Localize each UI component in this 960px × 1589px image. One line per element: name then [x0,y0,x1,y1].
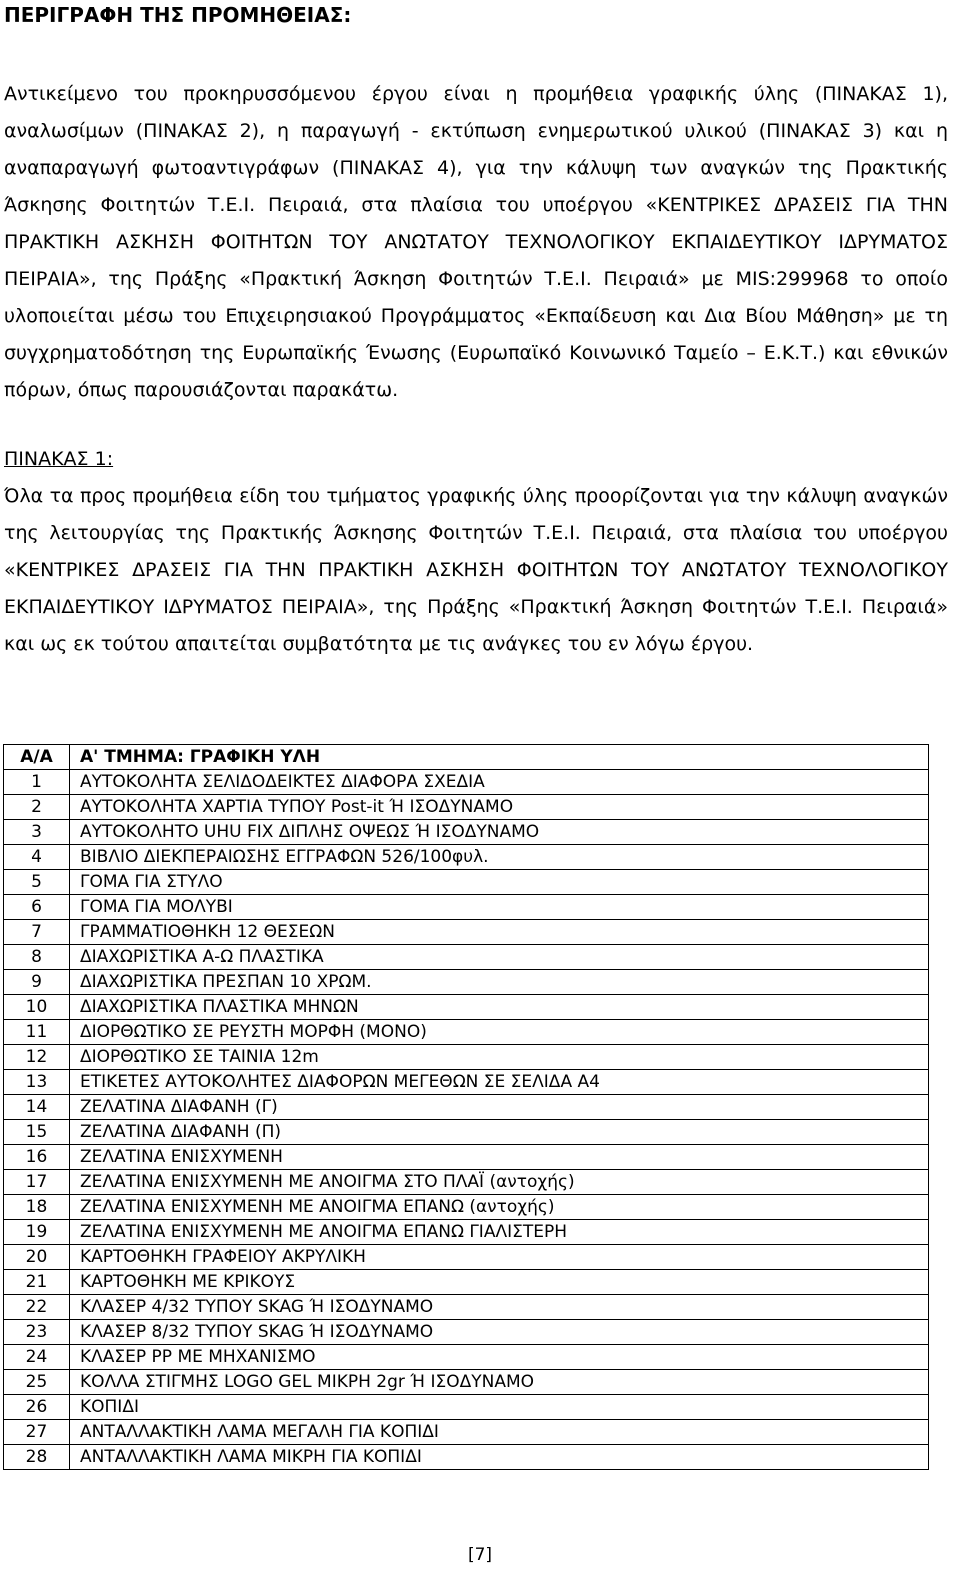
table-row [4,1045,929,1070]
table-row [4,1395,929,1420]
table-row [4,895,929,920]
item-description: ΖΕΛΑΤΙΝΑ ΔΙΑΦΑΝΗ (Π) [70,1120,929,1145]
page-heading: ΠΕΡΙΓΡΑΦΗ ΤΗΣ ΠΡΟΜΗΘΕΙΑΣ: [4,3,352,27]
item-number: 26 [4,1395,70,1420]
item-number: 7 [4,920,70,945]
table-row [4,1145,929,1170]
item-number: 5 [4,870,70,895]
item-number: 23 [4,1320,70,1345]
table1-paragraph: Όλα τα προς προμήθεια είδη του τμήματος γραφικής ύλης προορίζονται για την κάλυψη αναγκών της λειτουργίας της Πρακτικής Άσκησης Φοιτητών Τ.Ε.Ι. Πειραιά, στα πλαίσια του υποέργου «ΚΕΝΤΡΙΚΕΣ ΔΡΑΣΕΙΣ ΓΙΑ ΤΗΝ ΠΡΑΚΤΙΚΗ ΑΣΚΗΣΗ ΦΟΙΤΗΤΩΝ ΤΟΥ ΑΝΩΤΑΤΟΥ ΤΕΧΝΟΛΟΓΙΚΟΥ ΕΚΠΑΙΔΕΥΤΙΚΟΥ ΙΔΡΥΜΑΤΟΣ ΠΕΙΡΑΙΑ», της Πράξης «Πρακτική Άσκηση Φοιτητών Τ.Ε.Ι. Πειραιά» και ως εκ τούτου απαιτείται συμβατότητα με τις ανάγκες του εν λόγω έργου. [4,485,948,655]
item-description: ΓΟΜΑ ΓΙΑ ΜΟΛΥΒΙ [70,895,929,920]
item-description: ΑΥΤΟΚΟΛΗΤΟ UHU FIX ΔΙΠΛΗΣ ΟΨΕΩΣ Ή ΙΣΟΔΥΝΑΜΟ [70,820,929,845]
item-number: 15 [4,1120,70,1145]
item-number: 19 [4,1220,70,1245]
item-number: 12 [4,1045,70,1070]
table-row [4,795,929,820]
table-row [4,1320,929,1345]
table-row [4,1095,929,1120]
item-number: 1 [4,770,70,795]
item-number: 10 [4,995,70,1020]
item-number: 6 [4,895,70,920]
table-label: ΠΙΝΑΚΑΣ 1: [4,448,114,470]
item-number: 28 [4,1445,70,1470]
page-number: [7] [467,1545,493,1565]
table-row [4,1070,929,1095]
table-row [4,1345,929,1370]
item-description: ΓΟΜΑ ΓΙΑ ΣΤΥΛΟ [70,870,929,895]
item-description: ΑΝΤΑΛΛΑΚΤΙΚΗ ΛΑΜΑ ΜΕΓΑΛΗ ΓΙΑ ΚΟΠΙΔΙ [70,1420,929,1445]
item-description: ΔΙΟΡΘΩΤΙΚΟ ΣΕ ΤΑΙΝΙΑ 12m [70,1045,929,1070]
item-number: 3 [4,820,70,845]
item-description: ΕΤΙΚΕΤΕΣ ΑΥΤΟΚΟΛΗΤΕΣ ΔΙΑΦΟΡΩΝ ΜΕΓΕΘΩΝ ΣΕ ΣΕΛΙΔΑ Α4 [70,1070,929,1095]
item-description: ΑΝΤΑΛΛΑΚΤΙΚΗ ΛΑΜΑ ΜΙΚΡΗ ΓΙΑ ΚΟΠΙΔΙ [70,1445,929,1470]
item-description: ΚΟΠΙΔΙ [70,1395,929,1420]
table-row [4,970,929,995]
item-description: ΖΕΛΑΤΙΝΑ ΕΝΙΣΧΥΜΕΝΗ ΜΕ ΑΝΟΙΓΜΑ ΣΤΟ ΠΛΑΪ (αντοχής) [70,1170,929,1195]
header-section: Α' ΤΜΗΜΑ: ΓΡΑΦΙΚΗ ΥΛΗ [70,745,929,770]
items-table-body [4,770,929,1470]
table-row [4,945,929,970]
item-number: 13 [4,1070,70,1095]
item-description: ΖΕΛΑΤΙΝΑ ΕΝΙΣΧΥΜΕΝΗ [70,1145,929,1170]
table-row [4,1020,929,1045]
table-row [4,995,929,1020]
item-description: ΑΥΤΟΚΟΛΗΤΑ ΣΕΛΙΔΟΔΕΙΚΤΕΣ ΔΙΑΦΟΡΑ ΣΧΕΔΙΑ [70,770,929,795]
table-row [4,845,929,870]
item-number: 8 [4,945,70,970]
table-row [4,1195,929,1220]
items-table [3,744,929,1470]
item-number: 11 [4,1020,70,1045]
item-number: 2 [4,795,70,820]
item-description: ΓΡΑΜΜΑΤΙΟΘΗΚΗ 12 ΘΕΣΕΩΝ [70,920,929,945]
item-number: 17 [4,1170,70,1195]
table-row [4,1245,929,1270]
item-description: ΚΟΛΛΑ ΣΤΙΓΜΗΣ LOGO GEL ΜΙΚΡΗ 2gr Ή ΙΣΟΔΥΝΑΜΟ [70,1370,929,1395]
table-row [4,1420,929,1445]
item-number: 9 [4,970,70,995]
item-number: 14 [4,1095,70,1120]
item-description: ΚΑΡΤΟΘΗΚΗ ΜΕ ΚΡΙΚΟΥΣ [70,1270,929,1295]
item-number: 21 [4,1270,70,1295]
item-description: ΚΛΑΣΕΡ PP ΜΕ ΜΗΧΑΝΙΣΜΟ [70,1345,929,1370]
table-row [4,1370,929,1395]
item-number: 25 [4,1370,70,1395]
item-number: 24 [4,1345,70,1370]
item-number: 18 [4,1195,70,1220]
item-description: ΑΥΤΟΚΟΛΗΤΑ ΧΑΡΤΙΑ ΤΥΠΟΥ Post-it Ή ΙΣΟΔΥΝΑΜΟ [70,795,929,820]
item-description: ΔΙΑΧΩΡΙΣΤΙΚΑ ΠΡΕΣΠΑΝ 10 ΧΡΩΜ. [70,970,929,995]
table-row [4,920,929,945]
item-description: ΖΕΛΑΤΙΝΑ ΕΝΙΣΧΥΜΕΝΗ ΜΕ ΑΝΟΙΓΜΑ ΕΠΑΝΩ ΓΙΑΛΙΣΤΕΡΗ [70,1220,929,1245]
item-description: ΔΙΑΧΩΡΙΣΤΙΚΑ Α-Ω ΠΛΑΣΤΙΚΑ [70,945,929,970]
table-row [4,1170,929,1195]
table-row [4,1295,929,1320]
item-description: ΚΛΑΣΕΡ 4/32 ΤΥΠΟΥ SKAG Ή ΙΣΟΔΥΝΑΜΟ [70,1295,929,1320]
table-row [4,1270,929,1295]
table-row [4,1220,929,1245]
table-row [4,870,929,895]
header-aa: Α/Α [4,745,70,770]
item-description: ΔΙΟΡΘΩΤΙΚΟ ΣΕ ΡΕΥΣΤΗ ΜΟΡΦΗ (ΜΟΝΟ) [70,1020,929,1045]
item-description: ΖΕΛΑΤΙΝΑ ΔΙΑΦΑΝΗ (Γ) [70,1095,929,1120]
item-number: 16 [4,1145,70,1170]
table-row [4,1445,929,1470]
item-description: ΚΑΡΤΟΘΗΚΗ ΓΡΑΦΕΙΟΥ ΑΚΡΥΛΙΚΗ [70,1245,929,1270]
intro-paragraph: Αντικείμενο του προκηρυσσόμενου έργου είναι η προμήθεια γραφικής ύλης (ΠΙΝΑΚΑΣ 1), αναλωσίμων (ΠΙΝΑΚΑΣ 2), η παραγωγή - εκτύπωση ενημερωτικού υλικού (ΠΙΝΑΚΑΣ 3) και η αναπαραγωγή φωτοαντιγράφων (ΠΙΝΑΚΑΣ 4), για την κάλυψη των αναγκών της Πρακτικής Άσκησης Φοιτητών Τ.Ε.Ι. Πειραιά, στα πλαίσια του υποέργου «ΚΕΝΤΡΙΚΕΣ ΔΡΑΣΕΙΣ ΓΙΑ ΤΗΝ ΠΡΑΚΤΙΚΗ ΑΣΚΗΣΗ ΦΟΙΤΗΤΩΝ ΤΟΥ ΑΝΩΤΑΤΟΥ ΤΕΧΝΟΛΟΓΙΚΟΥ ΕΚΠΑΙΔΕΥΤΙΚΟΥ ΙΔΡΥΜΑΤΟΣ ΠΕΙΡΑΙΑ», της Πράξης «Πρακτική Άσκηση Φοιτητών Τ.Ε.Ι. Πειραιά» με MIS:299968 το οποίο υλοποιείται μέσω του Επιχειρησιακού Προγράμματος «Εκπαίδευση και Δια Βίου Μάθηση» με τη συγχρηματοδότηση της Ευρωπαϊκής Ένωσης (Ευρωπαϊκό Κοινωνικό Ταμείο – Ε.Κ.Τ.) και εθνικών πόρων, όπως παρουσιάζονται παρακάτω. [4,83,948,401]
table-row [4,820,929,845]
item-description: ΒΙΒΛΙΟ ΔΙΕΚΠΕΡΑΙΩΣΗΣ ΕΓΓΡΑΦΩΝ 526/100φυλ. [70,845,929,870]
table-row [4,1120,929,1145]
item-number: 20 [4,1245,70,1270]
item-description: ΔΙΑΧΩΡΙΣΤΙΚΑ ΠΛΑΣΤΙΚΑ ΜΗΝΩΝ [70,995,929,1020]
item-number: 22 [4,1295,70,1320]
item-description: ΚΛΑΣΕΡ 8/32 ΤΥΠΟΥ SKAG Ή ΙΣΟΔΥΝΑΜΟ [70,1320,929,1345]
item-description: ΖΕΛΑΤΙΝΑ ΕΝΙΣΧΥΜΕΝΗ ΜΕ ΑΝΟΙΓΜΑ ΕΠΑΝΩ (αντοχής) [70,1195,929,1220]
table-row [4,770,929,795]
item-number: 4 [4,845,70,870]
item-number: 27 [4,1420,70,1445]
table-header-row [4,745,929,770]
